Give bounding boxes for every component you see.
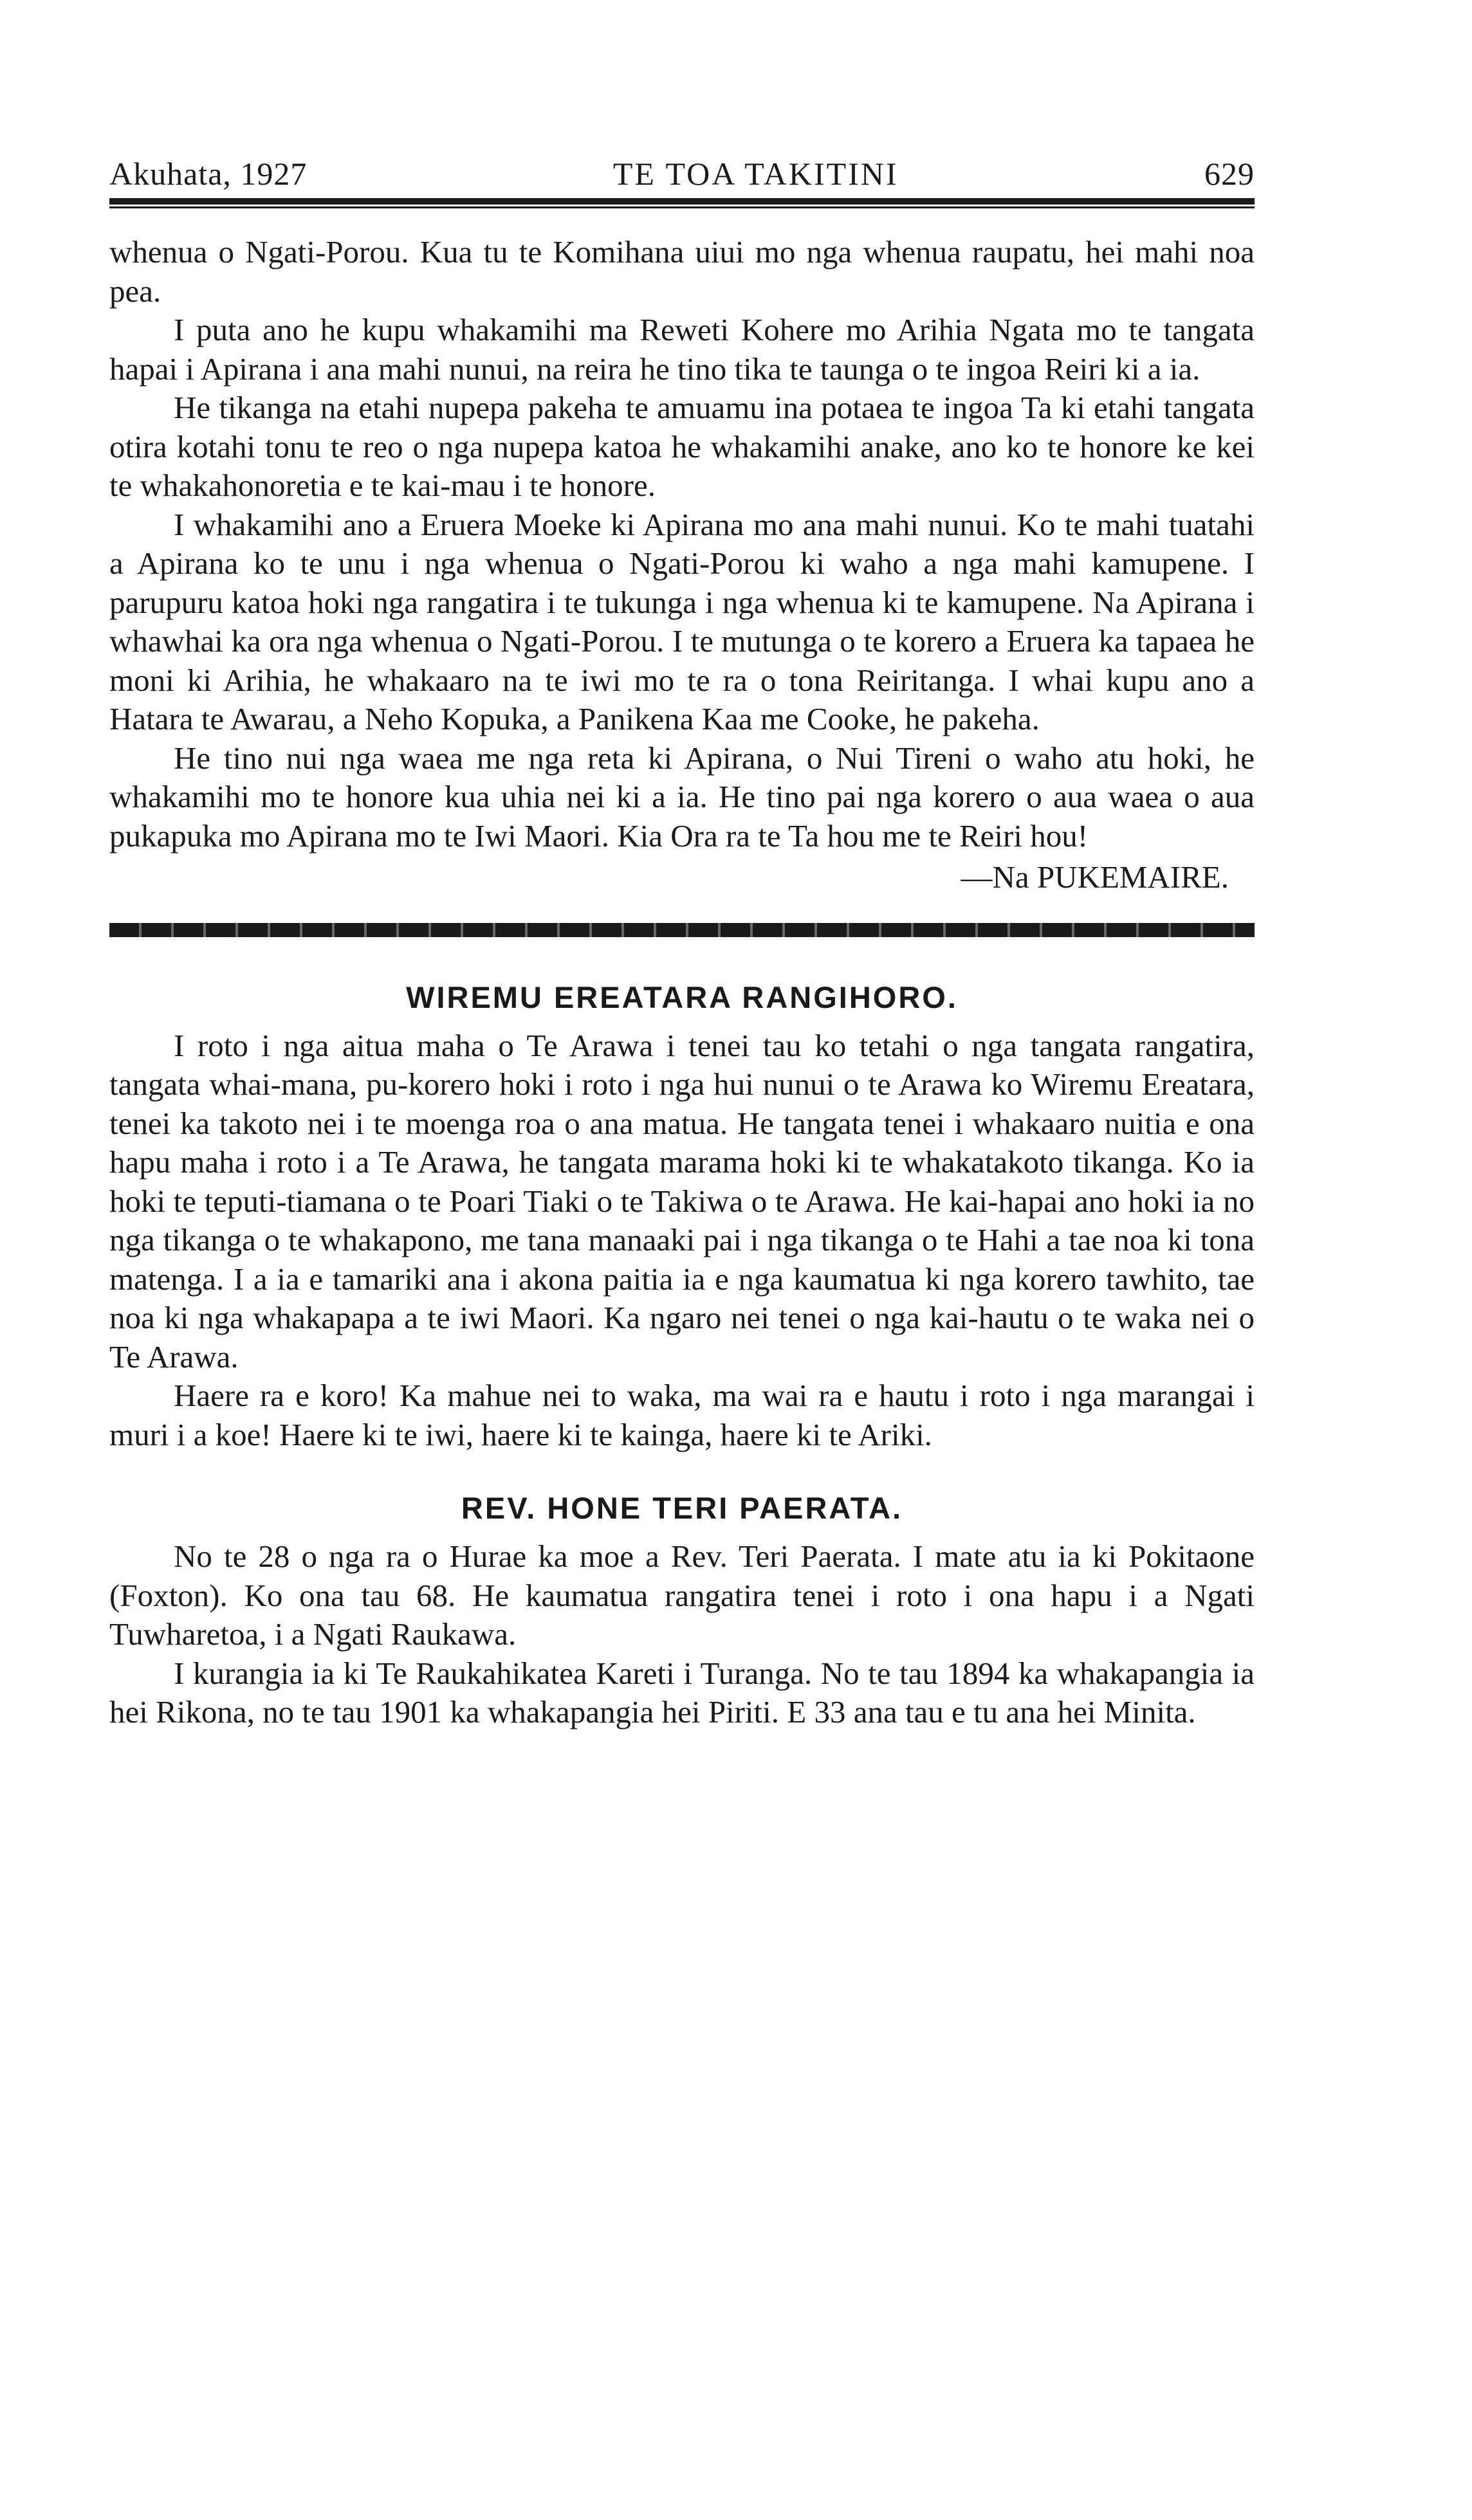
paragraph: I roto i nga aitua maha o Te Arawa i tenei tau ko tetahi o nga tangata rangatira, tangata whai-mana, pu-korero hoki i roto i nga hui nunui o te Arawa ko Wiremu Ereatara, tenei ka takoto nei i te moenga roa o ana matua. He tangata tenei i whakaaro nuitia e ona hapu maha i roto i a Te Arawa, he tangata marama hoki ki te whakatakoto tikanga. Ko ia hoki te teputi-tiamana o te Poari Tiaki o te Takiwa o te Arawa. He kai-hapai ano hoki ia no nga tikanga o te whakapono, me tana manaaki pai i nga tikanga o te Hahi a tae noa ki tona matenga. I a ia e tamariki ana i akona paitia ia e nga kaumatua ki nga korero tawhito, tae noa ki nga whakapapa a te iwi Maori. Ka ngaro nei tenei o nga kai-hautu o te waka nei o Te Arawa. xyxy=(109,1027,1255,1374)
paragraph: He tikanga na etahi nupepa pakeha te amuamu ina potaea te ingoa Ta ki etahi tangata otira kotahi tonu te reo o nga nupepa katoa he whakamihi anake, ano ko te honore ke kei te whakahonoretia e te kai-mau i te honore. xyxy=(109,390,1255,503)
signature: —Na PUKEMAIRE. xyxy=(961,859,1229,895)
section-title: REV. HONE TERI PAERATA. xyxy=(461,1491,903,1525)
paragraph: No te 28 o nga ra o Hurae ka moe a Rev. Teri Paerata. I mate atu ia ki Pokitaone (Foxton). Ko ona tau 68. He kaumatua rangatira tenei i roto i ona hapu i a Ngati Tuwharetoa, i a Ngati Raukawa. xyxy=(109,1538,1255,1652)
header-date: Akuhata, 1927 xyxy=(109,156,308,192)
section-divider xyxy=(109,923,1255,937)
paragraph: I puta ano he kupu whakamihi ma Reweti Kohere mo Arihia Ngata mo te tangata hapai i Apirana i ana mahi nunui, na reira he tino tika te taunga o te ingoa Reiri ki a ia. xyxy=(109,312,1255,387)
header-rule xyxy=(109,198,1255,208)
intro-article xyxy=(109,233,1255,855)
paragraph: Haere ra e koro! Ka mahue nei to waka, ma wai ra e hautu i roto i nga marangai i muri i a koe! Haere ki te iwi, haere ki te kainga, haere ki te Ariki. xyxy=(109,1378,1255,1452)
paragraph: I kurangia ia ki Te Raukahikatea Kareti i Turanga. No te tau 1894 ka whakapangia ia hei Rikona, no te tau 1901 ka whakapangia hei Piriti. E 33 ana tau e tu ana hei Minita. xyxy=(109,1655,1255,1730)
running-head xyxy=(109,154,1255,193)
obituary-rangihoro xyxy=(109,1027,1255,1455)
paragraph: whenua o Ngati-Porou. Kua tu te Komihana uiui mo nga whenua raupatu, hei mahi noa pea. xyxy=(109,234,1255,309)
obituary-paerata xyxy=(109,1537,1255,1732)
page xyxy=(109,154,1255,1732)
paragraph: He tino nui nga waea me nga reta ki Apirana, o Nui Tireni o waho atu hoki, he whakamihi mo te honore kua uhia nei ki a ia. He tino pai nga korero o aua waea o aua pukapuka mo Apirana mo te Iwi Maori. Kia Ora ra te Ta hou me te Reiri hou! xyxy=(109,740,1255,854)
paragraph: I whakamihi ano a Eruera Moeke ki Apirana mo ana mahi nunui. Ko te mahi tuatahi a Apirana ko te unu i nga whenua o Ngati-Porou ki waho a nga mahi kamupene. I parupuru katoa hoki nga rangatira i te tukunga i nga whenua ki te kamupene. Na Apirana i whawhai ka ora nga whenua o Ngati-Porou. I te mutunga o te korero a Eruera ka tapaea he moni ki Arihia, he whakaaro na te iwi mo te ra o tona Reiritanga. I whai kupu ano a Hatara te Awarau, a Neho Kopuka, a Panikena Kaa me Cooke, he pakeha. xyxy=(109,506,1255,736)
header-title: TE TOA TAKITINI xyxy=(612,156,899,192)
page-number: 629 xyxy=(1204,156,1255,192)
section-title: WIREMU EREATARA RANGIHORO. xyxy=(406,980,958,1014)
